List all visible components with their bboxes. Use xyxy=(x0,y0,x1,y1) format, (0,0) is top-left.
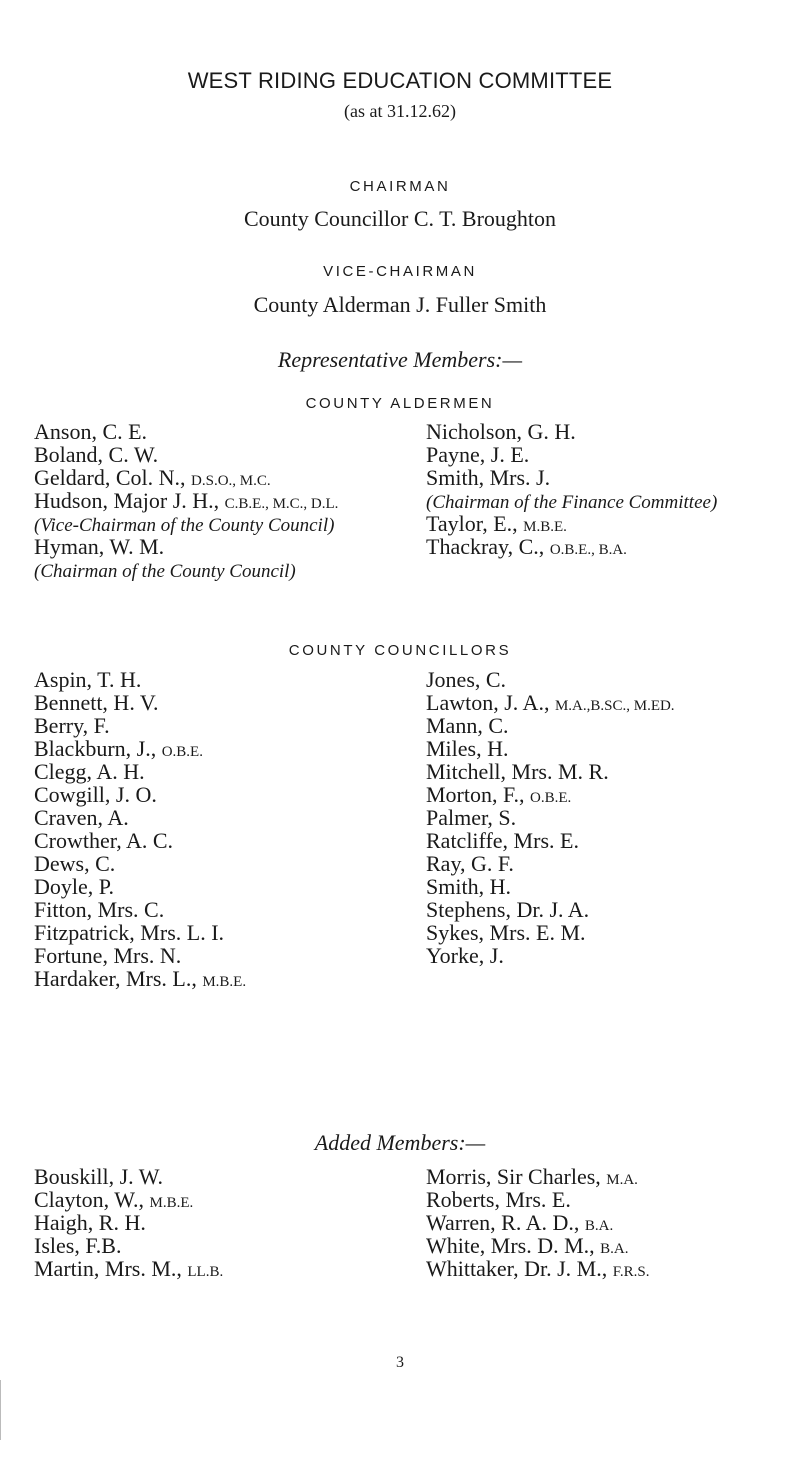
member-entry xyxy=(426,737,675,760)
member-name: Palmer, S. xyxy=(426,805,517,830)
member-entry xyxy=(426,852,675,875)
vice-chairman-name: County Alderman J. Fuller Smith xyxy=(253,292,547,317)
member-qualifications: M.A.,B.SC., M.ED. xyxy=(554,698,675,714)
member-entry xyxy=(34,967,246,990)
member-name: Fitton, Mrs. C. xyxy=(34,897,165,922)
member-note xyxy=(426,489,717,512)
member-name: Yorke, J. xyxy=(426,943,504,968)
member-note-text: (Chairman of the County Council) xyxy=(34,561,296,582)
member-name: Hyman, W. M. xyxy=(34,534,165,559)
member-name: Hudson, Major J. H., xyxy=(34,488,225,513)
member-name: Cowgill, J. O. xyxy=(34,782,157,807)
added-left-column xyxy=(34,1165,223,1280)
page-number: 3 xyxy=(396,1354,404,1371)
member-qualifications: D.S.O., M.C. xyxy=(191,473,271,489)
member-entry xyxy=(426,944,675,967)
member-entry xyxy=(34,1257,223,1280)
member-entry xyxy=(34,691,246,714)
member-name: Clayton, W., xyxy=(34,1187,150,1212)
aldermen-left-column xyxy=(34,420,338,581)
scan-margin-line xyxy=(0,1380,1,1440)
member-entry xyxy=(426,443,717,466)
member-entry xyxy=(34,898,246,921)
member-qualifications: F.R.S. xyxy=(612,1264,650,1280)
representative-members-heading: Representative Members:— xyxy=(277,347,523,372)
member-name: Geldard, Col. N., xyxy=(34,465,192,490)
member-qualifications: M.B.E. xyxy=(149,1195,194,1211)
member-name: Berry, F. xyxy=(34,713,110,738)
member-qualifications: M.B.E. xyxy=(523,519,567,535)
member-note-text: (Chairman of the Finance Committee) xyxy=(426,492,718,513)
councillors-left-column xyxy=(34,668,246,990)
aldermen-heading: COUNTY ALDERMEN xyxy=(305,395,495,412)
member-name: Nicholson, G. H. xyxy=(426,419,576,444)
councillors-right-column xyxy=(426,668,675,967)
member-name: Fitzpatrick, Mrs. L. I. xyxy=(34,920,225,945)
member-entry xyxy=(34,783,246,806)
member-entry xyxy=(34,806,246,829)
member-name: Smith, Mrs. J. xyxy=(426,465,551,490)
member-name: Clegg, A. H. xyxy=(34,759,145,784)
member-entry xyxy=(426,714,675,737)
member-entry xyxy=(34,489,338,512)
member-name: Warren, R. A. D., xyxy=(426,1210,585,1235)
member-name: Hardaker, Mrs. L., xyxy=(34,966,203,991)
member-name: Aspin, T. H. xyxy=(34,667,142,692)
member-name: Mann, C. xyxy=(426,713,509,738)
member-name: Crowther, A. C. xyxy=(34,828,174,853)
member-entry xyxy=(426,1165,649,1188)
aldermen-right-column xyxy=(426,420,717,558)
member-entry xyxy=(426,875,675,898)
councillors-heading: COUNTY COUNCILLORS xyxy=(288,642,512,659)
member-entry xyxy=(426,829,675,852)
member-entry xyxy=(426,1234,649,1257)
member-name: Ray, G. F. xyxy=(426,851,514,876)
member-name: Boland, C. W. xyxy=(34,442,159,467)
member-entry xyxy=(34,1188,223,1211)
member-entry xyxy=(34,1234,223,1257)
member-name: Bouskill, J. W. xyxy=(34,1164,163,1189)
member-qualifications: M.B.E. xyxy=(202,974,247,990)
member-name: Whittaker, Dr. J. M., xyxy=(426,1256,613,1281)
member-qualifications: LL.B. xyxy=(187,1264,224,1280)
member-name: Dews, C. xyxy=(34,851,116,876)
chairman-name: County Councillor C. T. Broughton xyxy=(243,206,557,231)
member-note xyxy=(34,558,338,581)
member-name: Haigh, R. H. xyxy=(34,1210,146,1235)
added-right-column xyxy=(426,1165,649,1280)
member-name: Payne, J. E. xyxy=(426,442,530,467)
member-entry xyxy=(426,1188,649,1211)
member-entry xyxy=(426,1257,649,1280)
chairman-heading: CHAIRMAN xyxy=(349,178,451,195)
member-entry xyxy=(426,783,675,806)
member-entry xyxy=(426,466,717,489)
member-name: White, Mrs. D. M., xyxy=(426,1233,601,1258)
vice-chairman-heading: VICE-CHAIRMAN xyxy=(323,263,477,280)
member-note-text: (Vice-Chairman of the County Council) xyxy=(34,515,335,536)
member-entry xyxy=(426,760,675,783)
member-entry xyxy=(34,443,338,466)
member-name: Bennett, H. V. xyxy=(34,690,159,715)
member-qualifications: O.B.E. xyxy=(529,790,572,806)
member-entry xyxy=(34,737,246,760)
member-name: Sykes, Mrs. E. M. xyxy=(426,920,586,945)
member-name: Stephens, Dr. J. A. xyxy=(426,897,590,922)
member-entry xyxy=(34,714,246,737)
member-entry xyxy=(34,921,246,944)
member-qualifications: C.B.E., M.C., D.L. xyxy=(224,496,339,512)
member-entry xyxy=(34,1211,223,1234)
member-qualifications: B.A. xyxy=(584,1218,614,1234)
member-entry xyxy=(426,668,675,691)
member-note xyxy=(34,512,338,535)
member-entry xyxy=(426,691,675,714)
member-name: Blackburn, J., xyxy=(34,736,162,761)
member-entry xyxy=(34,1165,223,1188)
member-name: Smith, H. xyxy=(426,874,511,899)
member-name: Mitchell, Mrs. M. R. xyxy=(426,759,609,784)
member-entry xyxy=(34,466,338,489)
member-name: Anson, C. E. xyxy=(34,419,148,444)
member-entry xyxy=(426,1211,649,1234)
member-name: Doyle, P. xyxy=(34,874,115,899)
date-note: (as at 31.12.62) xyxy=(344,101,456,121)
member-name: Lawton, J. A., xyxy=(426,690,555,715)
member-name: Isles, F.B. xyxy=(34,1233,122,1258)
member-name: Martin, Mrs. M., xyxy=(34,1256,188,1281)
member-entry xyxy=(426,420,717,443)
member-entry xyxy=(34,668,246,691)
member-entry xyxy=(34,420,338,443)
member-entry xyxy=(34,944,246,967)
document-title: WEST RIDING EDUCATION COMMITTEE xyxy=(187,68,613,93)
member-entry xyxy=(426,512,717,535)
member-entry xyxy=(426,535,717,558)
member-name: Taylor, E., xyxy=(426,511,524,536)
member-entry xyxy=(426,898,675,921)
member-entry xyxy=(34,535,338,558)
member-name: Miles, H. xyxy=(426,736,509,761)
member-entry xyxy=(426,806,675,829)
member-entry xyxy=(426,921,675,944)
member-entry xyxy=(34,875,246,898)
member-name: Thackray, C., xyxy=(426,534,550,559)
member-name: Roberts, Mrs. E. xyxy=(426,1187,571,1212)
member-qualifications: O.B.E. xyxy=(161,744,203,760)
member-entry xyxy=(34,760,246,783)
member-name: Fortune, Mrs. N. xyxy=(34,943,182,968)
member-qualifications: B.A. xyxy=(600,1241,629,1257)
member-entry xyxy=(34,852,246,875)
member-qualifications: M.A. xyxy=(606,1172,638,1188)
member-name: Craven, A. xyxy=(34,805,129,830)
member-name: Jones, C. xyxy=(426,667,507,692)
member-name: Ratcliffe, Mrs. E. xyxy=(426,828,579,853)
member-name: Morris, Sir Charles, xyxy=(426,1164,607,1189)
member-name: Morton, F., xyxy=(426,782,530,807)
member-qualifications: O.B.E., B.A. xyxy=(549,542,627,558)
member-entry xyxy=(34,829,246,852)
added-members-heading: Added Members:— xyxy=(314,1130,486,1155)
